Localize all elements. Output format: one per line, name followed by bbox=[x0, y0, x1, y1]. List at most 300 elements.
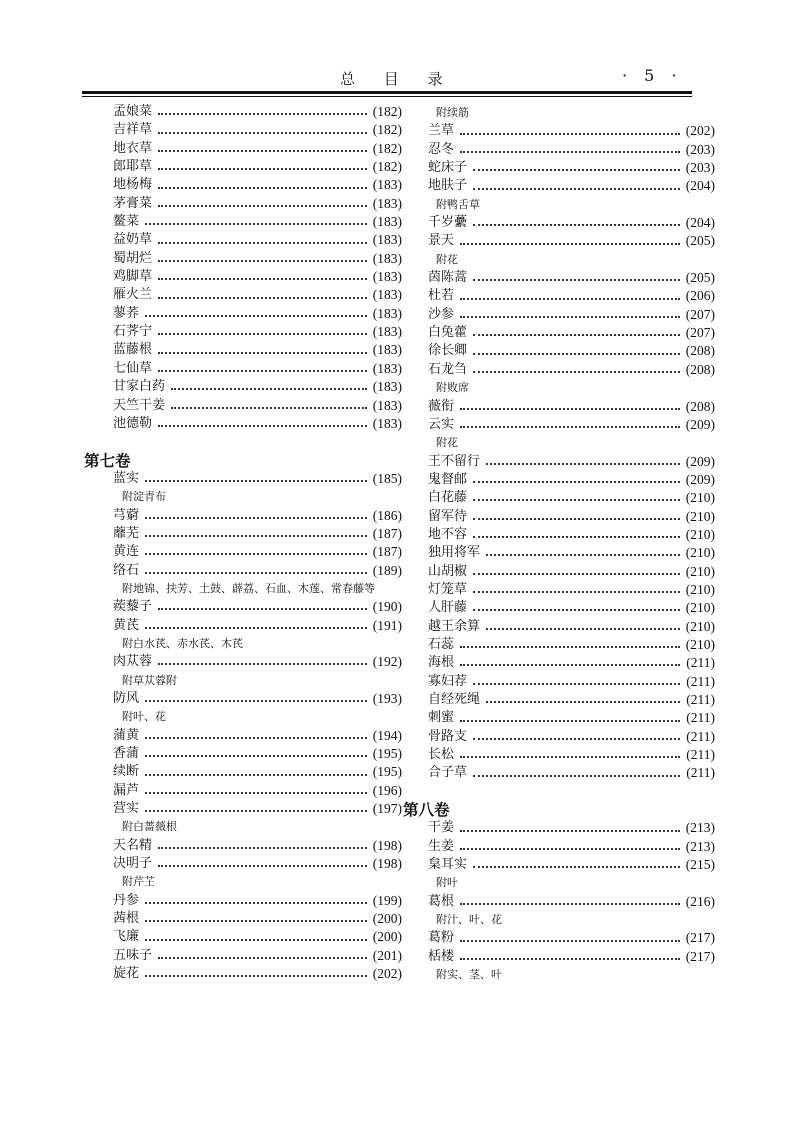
dot-leader bbox=[145, 902, 367, 904]
toc-appendix-note bbox=[84, 708, 411, 726]
entry-page-number: (203) bbox=[685, 141, 715, 157]
entry-name: 七仙草 bbox=[113, 360, 153, 376]
dot-leader bbox=[145, 315, 367, 317]
entry-page-number: (183) bbox=[372, 379, 402, 395]
entry-name: 长松 bbox=[428, 747, 455, 763]
toc-entry bbox=[403, 269, 715, 287]
entry-name: 灯笼草 bbox=[428, 581, 468, 597]
entry-name: 石荠宁 bbox=[113, 324, 153, 340]
entry-page-number: (183) bbox=[372, 415, 402, 431]
toc-appendix-note bbox=[84, 488, 411, 506]
entry-name: 徐长卿 bbox=[428, 343, 468, 359]
entry-page-number: (211) bbox=[686, 673, 715, 689]
entry-name: 地不容 bbox=[428, 526, 468, 542]
toc-appendix-note bbox=[403, 434, 723, 452]
entry-name: 地衣草 bbox=[113, 140, 153, 156]
toc-entry bbox=[84, 507, 402, 525]
entry-page-number: (210) bbox=[685, 545, 715, 561]
entry-name: 白兔藿 bbox=[428, 325, 468, 341]
dot-leader bbox=[158, 847, 367, 849]
toc-entry bbox=[403, 306, 715, 324]
entry-page-number: (192) bbox=[372, 654, 402, 670]
dot-leader bbox=[158, 260, 367, 262]
toc-entry bbox=[403, 764, 715, 782]
dot-leader bbox=[473, 536, 680, 538]
entry-name: 池德勒 bbox=[113, 415, 153, 431]
toc-entry bbox=[403, 544, 715, 562]
entry-name: 甘家白药 bbox=[113, 379, 166, 395]
entry-name: 枲耳实 bbox=[428, 857, 468, 873]
dot-leader bbox=[473, 334, 680, 336]
dot-leader bbox=[473, 224, 680, 226]
dot-leader bbox=[158, 352, 367, 354]
toc-entry bbox=[403, 654, 715, 672]
entry-name: 香蒲 bbox=[113, 746, 140, 762]
dot-leader bbox=[158, 187, 367, 189]
entry-name: 漏芦 bbox=[113, 782, 140, 798]
dot-leader bbox=[158, 957, 367, 959]
entry-name: 茜根 bbox=[113, 911, 140, 927]
dot-leader bbox=[145, 737, 367, 739]
entry-page-number: (198) bbox=[372, 856, 402, 872]
dot-leader bbox=[145, 810, 367, 812]
dot-leader bbox=[158, 278, 367, 280]
dot-leader bbox=[145, 975, 367, 977]
dot-leader bbox=[158, 205, 367, 207]
dot-leader bbox=[158, 333, 367, 335]
entry-page-number: (187) bbox=[372, 544, 402, 560]
entry-name: 雁火兰 bbox=[113, 287, 153, 303]
entry-page-number: (182) bbox=[372, 159, 402, 175]
toc-entry bbox=[403, 232, 715, 250]
entry-name: 山胡椒 bbox=[428, 563, 468, 579]
dot-leader bbox=[473, 609, 680, 611]
entry-page-number: (215) bbox=[685, 857, 715, 873]
dot-leader bbox=[158, 425, 367, 427]
dot-leader bbox=[473, 683, 680, 685]
entry-name: 生姜 bbox=[428, 838, 455, 854]
entry-page-number: (213) bbox=[685, 820, 715, 836]
dot-leader bbox=[473, 775, 680, 777]
toc-appendix-note bbox=[84, 818, 411, 836]
toc-column-left bbox=[84, 103, 402, 984]
entry-page-number: (210) bbox=[685, 526, 715, 542]
toc-entry bbox=[84, 855, 402, 873]
toc-entry bbox=[84, 543, 402, 561]
entry-page-number: (200) bbox=[372, 911, 402, 927]
toc-entry bbox=[403, 159, 715, 177]
toc-entry bbox=[84, 415, 402, 433]
toc-appendix-note bbox=[403, 196, 723, 214]
entry-page-number: (193) bbox=[372, 691, 402, 706]
entry-page-number: (217) bbox=[685, 948, 715, 964]
entry-name: 肉苁蓉 bbox=[113, 654, 153, 670]
dot-leader bbox=[145, 939, 367, 941]
toc-entry bbox=[403, 929, 715, 947]
toc-entry bbox=[403, 673, 715, 691]
toc-entry bbox=[84, 268, 402, 286]
entry-page-number: (211) bbox=[686, 710, 715, 726]
entry-page-number: (216) bbox=[685, 893, 715, 909]
entry-name: 郎耶草 bbox=[113, 159, 153, 175]
entry-name: 蓝藤根 bbox=[113, 342, 153, 358]
toc-appendix-note bbox=[403, 874, 723, 892]
toc-entry bbox=[84, 121, 402, 139]
toc-entry bbox=[403, 691, 715, 709]
toc-entry bbox=[403, 324, 715, 342]
entry-page-number: (210) bbox=[685, 581, 715, 597]
dot-leader bbox=[460, 848, 680, 850]
entry-name: 孟娘菜 bbox=[113, 104, 153, 119]
entry-name: 独用将军 bbox=[428, 545, 481, 561]
toc-entry bbox=[403, 893, 715, 911]
toc-entry bbox=[84, 305, 402, 323]
entry-page-number: (203) bbox=[685, 160, 715, 176]
toc-entry bbox=[84, 140, 402, 158]
dot-leader bbox=[460, 664, 680, 666]
entry-page-number: (183) bbox=[372, 250, 402, 266]
entry-name: 鳌菜 bbox=[113, 214, 140, 230]
toc-entry bbox=[403, 636, 715, 654]
entry-name: 茵陈蒿 bbox=[428, 270, 468, 286]
entry-page-number: (199) bbox=[372, 892, 402, 908]
entry-name: 防风 bbox=[113, 691, 140, 706]
toc-column-right bbox=[403, 104, 715, 985]
entry-name: 芎藭 bbox=[113, 507, 140, 523]
toc-appendix-note bbox=[403, 251, 723, 269]
entry-page-number: (211) bbox=[686, 765, 715, 781]
dot-leader bbox=[460, 426, 680, 428]
toc-entry bbox=[84, 231, 402, 249]
entry-page-number: (183) bbox=[372, 397, 402, 413]
toc-appendix-note bbox=[403, 911, 723, 929]
header-rule-thin bbox=[82, 96, 692, 97]
entry-name: 附地锦、扶芳、土鼓、薜荔、石血、木莲、常春藤等 bbox=[122, 581, 375, 595]
toc-entry bbox=[84, 341, 402, 359]
entry-name: 附续筋 bbox=[436, 106, 469, 119]
entry-name: 天名精 bbox=[113, 837, 153, 853]
dot-leader bbox=[158, 608, 367, 610]
dot-leader bbox=[473, 279, 680, 281]
dot-leader bbox=[158, 168, 367, 170]
entry-name: 五味子 bbox=[113, 947, 153, 963]
toc-entry bbox=[84, 360, 402, 378]
toc-entry bbox=[403, 214, 715, 232]
toc-entry bbox=[403, 856, 715, 874]
entry-page-number: (210) bbox=[685, 600, 715, 616]
entry-name: 地肤子 bbox=[428, 178, 468, 194]
toc-appendix-note bbox=[84, 580, 411, 598]
toc-entry bbox=[84, 690, 402, 708]
entry-name: 景天 bbox=[428, 233, 455, 249]
entry-page-number: (201) bbox=[372, 947, 402, 963]
entry-name: 黄连 bbox=[113, 544, 140, 560]
entry-name: 蓼荞 bbox=[113, 305, 140, 321]
entry-name: 越王余算 bbox=[428, 618, 481, 634]
toc-entry bbox=[84, 947, 402, 965]
entry-name: 栝楼 bbox=[428, 948, 455, 964]
dot-leader bbox=[473, 499, 680, 501]
entry-name: 天竺干姜 bbox=[113, 397, 166, 413]
toc-entry bbox=[84, 617, 402, 635]
entry-page-number: (200) bbox=[372, 929, 402, 945]
entry-name: 忍冬 bbox=[428, 141, 455, 157]
entry-page-number: (183) bbox=[372, 342, 402, 358]
entry-page-number: (209) bbox=[685, 416, 715, 432]
dot-leader bbox=[473, 188, 680, 190]
entry-name: 黄芪 bbox=[113, 617, 140, 633]
toc-entry bbox=[403, 416, 715, 434]
entry-name: 附淀青布 bbox=[122, 490, 166, 504]
toc-entry bbox=[403, 746, 715, 764]
toc-entry bbox=[84, 800, 402, 818]
toc-appendix-note bbox=[84, 672, 411, 690]
entry-name: 留军待 bbox=[428, 508, 468, 524]
dot-leader bbox=[473, 371, 680, 373]
dot-leader bbox=[460, 830, 680, 832]
toc-entry bbox=[403, 122, 715, 140]
entry-name: 骨路支 bbox=[428, 728, 468, 744]
toc-entry bbox=[403, 838, 715, 856]
entry-page-number: (211) bbox=[686, 728, 715, 744]
dot-leader bbox=[460, 408, 680, 410]
volume-title: 第七卷 bbox=[84, 450, 131, 470]
entry-page-number: (190) bbox=[372, 599, 402, 615]
entry-page-number: (206) bbox=[685, 288, 715, 304]
entry-name: 杜若 bbox=[428, 288, 455, 304]
blank-row bbox=[84, 433, 373, 451]
volume-heading bbox=[403, 801, 690, 819]
dot-leader bbox=[460, 243, 680, 245]
entry-name: 茅膏菜 bbox=[113, 195, 153, 211]
toc-entry bbox=[84, 745, 402, 763]
dot-leader bbox=[473, 169, 680, 171]
toc-entry bbox=[84, 965, 402, 983]
dot-leader bbox=[158, 150, 367, 152]
entry-name: 营实 bbox=[113, 801, 140, 817]
entry-page-number: (183) bbox=[372, 195, 402, 211]
entry-page-number: (197) bbox=[372, 801, 402, 817]
entry-page-number: (210) bbox=[685, 490, 715, 506]
toc-entry bbox=[84, 928, 402, 946]
entry-name: 旋花 bbox=[113, 966, 140, 982]
entry-name: 附花 bbox=[436, 252, 458, 266]
dot-leader bbox=[145, 700, 367, 702]
entry-page-number: (204) bbox=[685, 215, 715, 231]
toc-entry bbox=[403, 526, 715, 544]
toc-entry bbox=[84, 195, 402, 213]
dot-leader bbox=[158, 865, 367, 867]
dot-leader bbox=[473, 591, 680, 593]
entry-name: 附败席 bbox=[436, 381, 469, 395]
entry-name: 薇衔 bbox=[428, 398, 455, 414]
toc-entry bbox=[403, 141, 715, 159]
entry-name: 附叶 bbox=[436, 876, 458, 890]
entry-name: 蜀胡烂 bbox=[113, 250, 153, 266]
entry-name: 决明子 bbox=[113, 856, 153, 872]
volume-heading bbox=[84, 452, 373, 470]
toc-entry bbox=[84, 653, 402, 671]
dot-leader bbox=[473, 866, 680, 868]
entry-page-number: (209) bbox=[685, 471, 715, 487]
dot-leader bbox=[145, 223, 367, 225]
entry-page-number: (210) bbox=[685, 508, 715, 524]
entry-name: 络石 bbox=[113, 562, 140, 578]
dot-leader bbox=[460, 940, 680, 942]
toc-appendix-note bbox=[403, 966, 723, 984]
toc-entry bbox=[403, 489, 715, 507]
toc-entry bbox=[84, 727, 402, 745]
entry-page-number: (213) bbox=[685, 838, 715, 854]
entry-page-number: (191) bbox=[372, 617, 402, 633]
toc-entry bbox=[403, 177, 715, 195]
dot-leader bbox=[460, 903, 680, 905]
dot-leader bbox=[486, 554, 680, 556]
entry-name: 附汁、叶、花 bbox=[436, 913, 502, 927]
toc-entry bbox=[403, 599, 715, 617]
dot-leader bbox=[460, 316, 680, 318]
dot-leader bbox=[460, 133, 680, 135]
entry-name: 附花 bbox=[436, 436, 458, 450]
dot-leader bbox=[158, 242, 367, 244]
dot-leader bbox=[486, 463, 680, 465]
entry-name: 刺蜜 bbox=[428, 710, 455, 726]
entry-name: 益奶草 bbox=[113, 232, 153, 248]
entry-name: 葛根 bbox=[428, 893, 455, 909]
toc-entry bbox=[84, 763, 402, 781]
entry-name: 寡妇荐 bbox=[428, 673, 468, 689]
entry-name: 附芹芏 bbox=[122, 875, 155, 889]
toc-appendix-note bbox=[84, 635, 411, 653]
entry-page-number: (211) bbox=[686, 692, 715, 707]
entry-name: 海根 bbox=[428, 655, 455, 671]
toc-entry bbox=[403, 563, 715, 581]
entry-name: 附鸭舌草 bbox=[436, 197, 480, 211]
entry-name: 鬼督邮 bbox=[428, 471, 468, 487]
entry-page-number: (210) bbox=[685, 636, 715, 652]
toc-entry bbox=[84, 598, 402, 616]
entry-page-number: (182) bbox=[372, 104, 402, 119]
toc-entry bbox=[84, 562, 402, 580]
entry-name: 附叶、花 bbox=[122, 710, 166, 724]
entry-name: 附草苁蓉附 bbox=[122, 673, 177, 687]
entry-page-number: (183) bbox=[372, 232, 402, 248]
dot-leader bbox=[473, 738, 680, 740]
toc-entry bbox=[403, 709, 715, 727]
entry-name: 续断 bbox=[113, 764, 140, 780]
entry-name: 葛粉 bbox=[428, 930, 455, 946]
dot-leader bbox=[145, 517, 367, 519]
entry-page-number: (196) bbox=[372, 782, 402, 798]
entry-page-number: (198) bbox=[372, 837, 402, 853]
entry-page-number: (202) bbox=[372, 966, 402, 982]
entry-page-number: (205) bbox=[685, 233, 715, 249]
dot-leader bbox=[158, 370, 367, 372]
toc-entry bbox=[84, 158, 402, 176]
entry-page-number: (209) bbox=[685, 453, 715, 469]
entry-page-number: (210) bbox=[685, 563, 715, 579]
entry-page-number: (207) bbox=[685, 325, 715, 341]
toc-entry bbox=[84, 103, 402, 121]
toc-entry bbox=[84, 323, 402, 341]
entry-page-number: (205) bbox=[685, 270, 715, 286]
toc-entry bbox=[84, 837, 402, 855]
entry-name: 白花藤 bbox=[428, 490, 468, 506]
entry-name: 附白蔷薇根 bbox=[122, 820, 177, 834]
toc-entry bbox=[403, 287, 715, 305]
entry-page-number: (211) bbox=[686, 747, 715, 763]
entry-name: 云实 bbox=[428, 416, 455, 432]
entry-name: 合子草 bbox=[428, 765, 468, 781]
toc-entry bbox=[403, 398, 715, 416]
entry-name: 自经死绳 bbox=[428, 692, 481, 707]
toc-entry bbox=[403, 342, 715, 360]
dot-leader bbox=[145, 755, 367, 757]
header-rule-thick bbox=[82, 91, 692, 94]
entry-page-number: (185) bbox=[372, 470, 402, 486]
entry-name: 飞廉 bbox=[113, 929, 140, 945]
dot-leader bbox=[158, 663, 367, 665]
toc-entry bbox=[84, 378, 402, 396]
entry-name: 石龙刍 bbox=[428, 361, 468, 377]
dot-leader bbox=[486, 701, 680, 703]
toc-entry bbox=[84, 286, 402, 304]
entry-name: 鸡脚草 bbox=[113, 269, 153, 285]
entry-name: 蒲黄 bbox=[113, 727, 140, 743]
toc-appendix-note bbox=[84, 873, 411, 891]
toc-entry bbox=[84, 892, 402, 910]
blank-row bbox=[403, 783, 690, 801]
dot-leader bbox=[486, 628, 680, 630]
toc-appendix-note bbox=[403, 104, 723, 122]
entry-name: 石蕊 bbox=[428, 636, 455, 652]
entry-name: 吉祥草 bbox=[113, 122, 153, 138]
dot-leader bbox=[473, 481, 680, 483]
entry-name: 蓝实 bbox=[113, 470, 140, 486]
entry-page-number: (186) bbox=[372, 507, 402, 523]
dot-leader bbox=[473, 573, 680, 575]
toc-entry bbox=[84, 470, 402, 488]
dot-leader bbox=[171, 407, 367, 409]
toc-entry bbox=[84, 910, 402, 928]
toc-appendix-note bbox=[403, 379, 723, 397]
entry-name: 蛇床子 bbox=[428, 160, 468, 176]
entry-page-number: (183) bbox=[372, 287, 402, 303]
dot-leader bbox=[171, 388, 367, 390]
entry-name: 附实、茎、叶 bbox=[436, 968, 502, 982]
toc-entry bbox=[403, 453, 715, 471]
volume-title: 第八卷 bbox=[403, 800, 450, 820]
toc-entry bbox=[403, 728, 715, 746]
entry-name: 干姜 bbox=[428, 820, 455, 836]
entry-name: 丹参 bbox=[113, 892, 140, 908]
toc-entry bbox=[403, 361, 715, 379]
toc-entry bbox=[84, 213, 402, 231]
dot-leader bbox=[145, 535, 367, 537]
dot-leader bbox=[145, 572, 367, 574]
entry-page-number: (211) bbox=[686, 655, 715, 671]
entry-name: 千岁虆 bbox=[428, 215, 468, 231]
entry-page-number: (183) bbox=[372, 177, 402, 193]
dot-leader bbox=[145, 920, 367, 922]
dot-leader bbox=[145, 480, 367, 482]
dot-leader bbox=[460, 151, 680, 153]
entry-name: 兰草 bbox=[428, 123, 455, 139]
toc-entry bbox=[84, 250, 402, 268]
page-number: · 5 · bbox=[622, 66, 683, 85]
toc-entry bbox=[403, 508, 715, 526]
dot-leader bbox=[145, 774, 367, 776]
